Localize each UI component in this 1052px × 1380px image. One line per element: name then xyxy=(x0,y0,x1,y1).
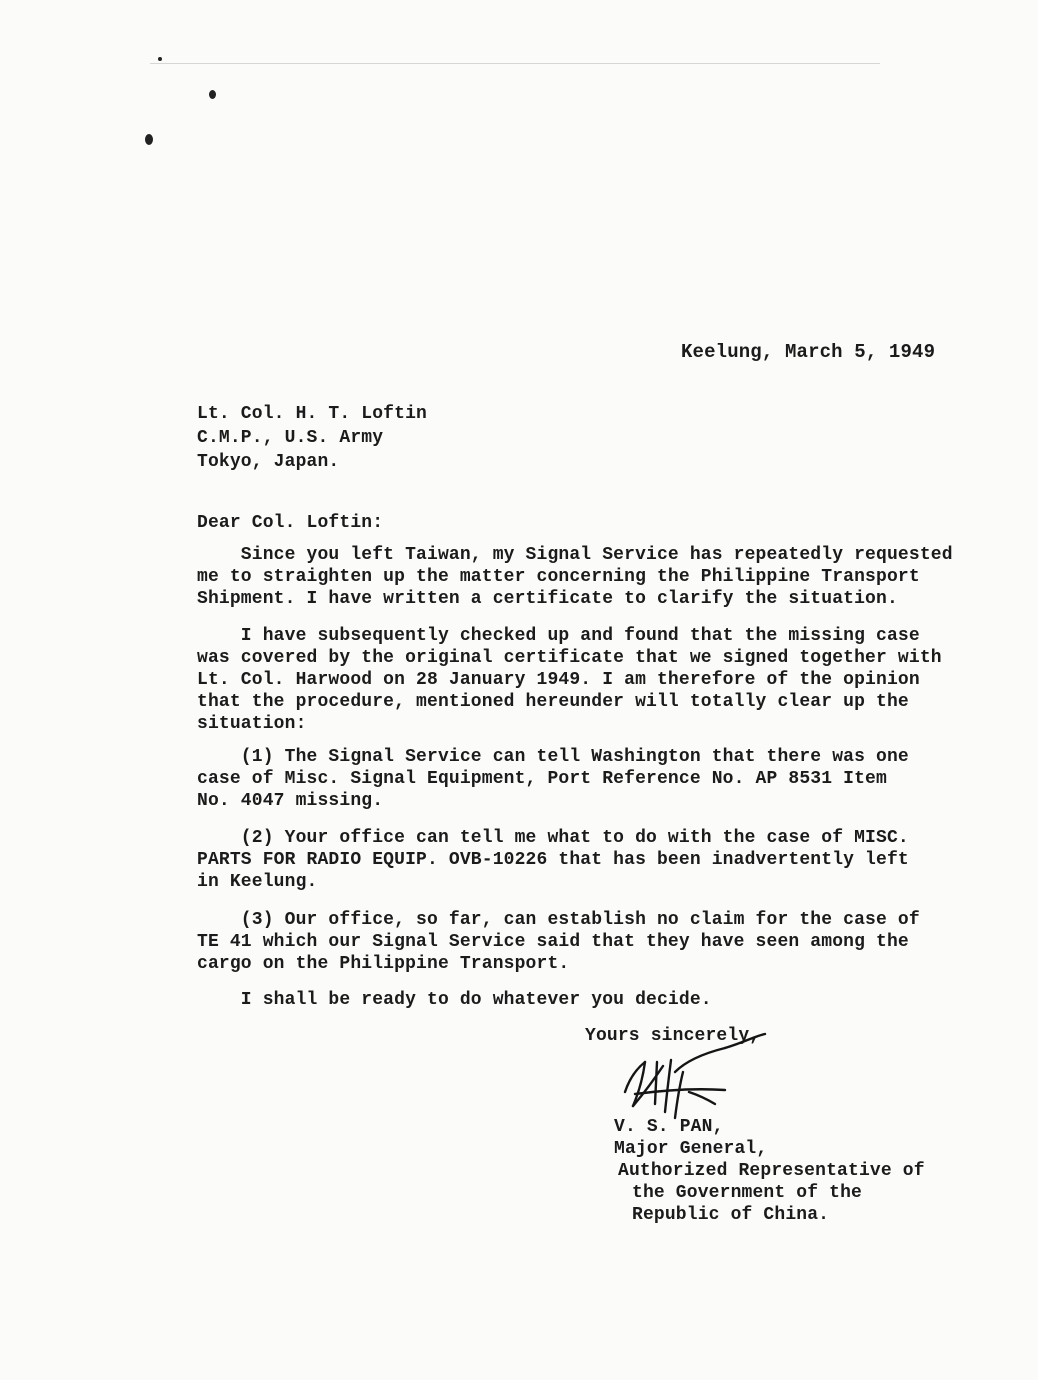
signer-title: the Government of the xyxy=(632,1183,862,1203)
body-line: that the procedure, mentioned hereunder will totally clear up the xyxy=(197,692,909,712)
body-line: (3) Our office, so far, can establish no claim for the case of xyxy=(197,910,920,930)
signer-title: Republic of China. xyxy=(632,1205,830,1225)
body-line: Since you left Taiwan, my Signal Service has repeatedly requested xyxy=(197,545,953,565)
body-line: Lt. Col. Harwood on 28 January 1949. I am therefore of the opinion xyxy=(197,670,920,690)
place-date: Keelung, March 5, 1949 xyxy=(681,341,936,363)
body-line: situation: xyxy=(197,714,307,734)
closing: Yours sincerely, xyxy=(585,1026,761,1046)
recipient-line: Tokyo, Japan. xyxy=(197,452,340,472)
body-line: me to straighten up the matter concerning the Philippine Transport xyxy=(197,567,920,587)
body-line: case of Misc. Signal Equipment, Port Reference No. AP 8531 Item xyxy=(197,769,887,789)
signer-name: V. S. PAN, xyxy=(614,1117,724,1137)
paper-edge-line xyxy=(150,63,880,64)
body-line: was covered by the original certificate that we signed together with xyxy=(197,648,942,668)
body-line: I have subsequently checked up and found that the missing case xyxy=(197,626,920,646)
signer-title: Authorized Representative of xyxy=(618,1161,925,1181)
recipient-line: C.M.P., U.S. Army xyxy=(197,428,384,448)
scan-mark xyxy=(209,90,216,99)
body-line: cargo on the Philippine Transport. xyxy=(197,954,570,974)
handwritten-signature xyxy=(605,1032,775,1124)
body-line: No. 4047 missing. xyxy=(197,791,384,811)
scan-mark xyxy=(158,57,162,61)
scan-margin xyxy=(1038,0,1052,1380)
scan-mark xyxy=(145,134,153,145)
body-line: I shall be ready to do whatever you decide. xyxy=(197,990,712,1010)
salutation: Dear Col. Loftin: xyxy=(197,513,384,533)
recipient-line: Lt. Col. H. T. Loftin xyxy=(197,404,427,424)
body-line: PARTS FOR RADIO EQUIP. OVB-10226 that has been inadvertently left xyxy=(197,850,909,870)
body-line: in Keelung. xyxy=(197,872,318,892)
body-line: (2) Your office can tell me what to do with the case of MISC. xyxy=(197,828,909,848)
body-line: (1) The Signal Service can tell Washington that there was one xyxy=(197,747,909,767)
body-line: Shipment. I have written a certificate to clarify the situation. xyxy=(197,589,898,609)
signer-rank: Major General, xyxy=(614,1139,768,1159)
body-line: TE 41 which our Signal Service said that they have seen among the xyxy=(197,932,909,952)
